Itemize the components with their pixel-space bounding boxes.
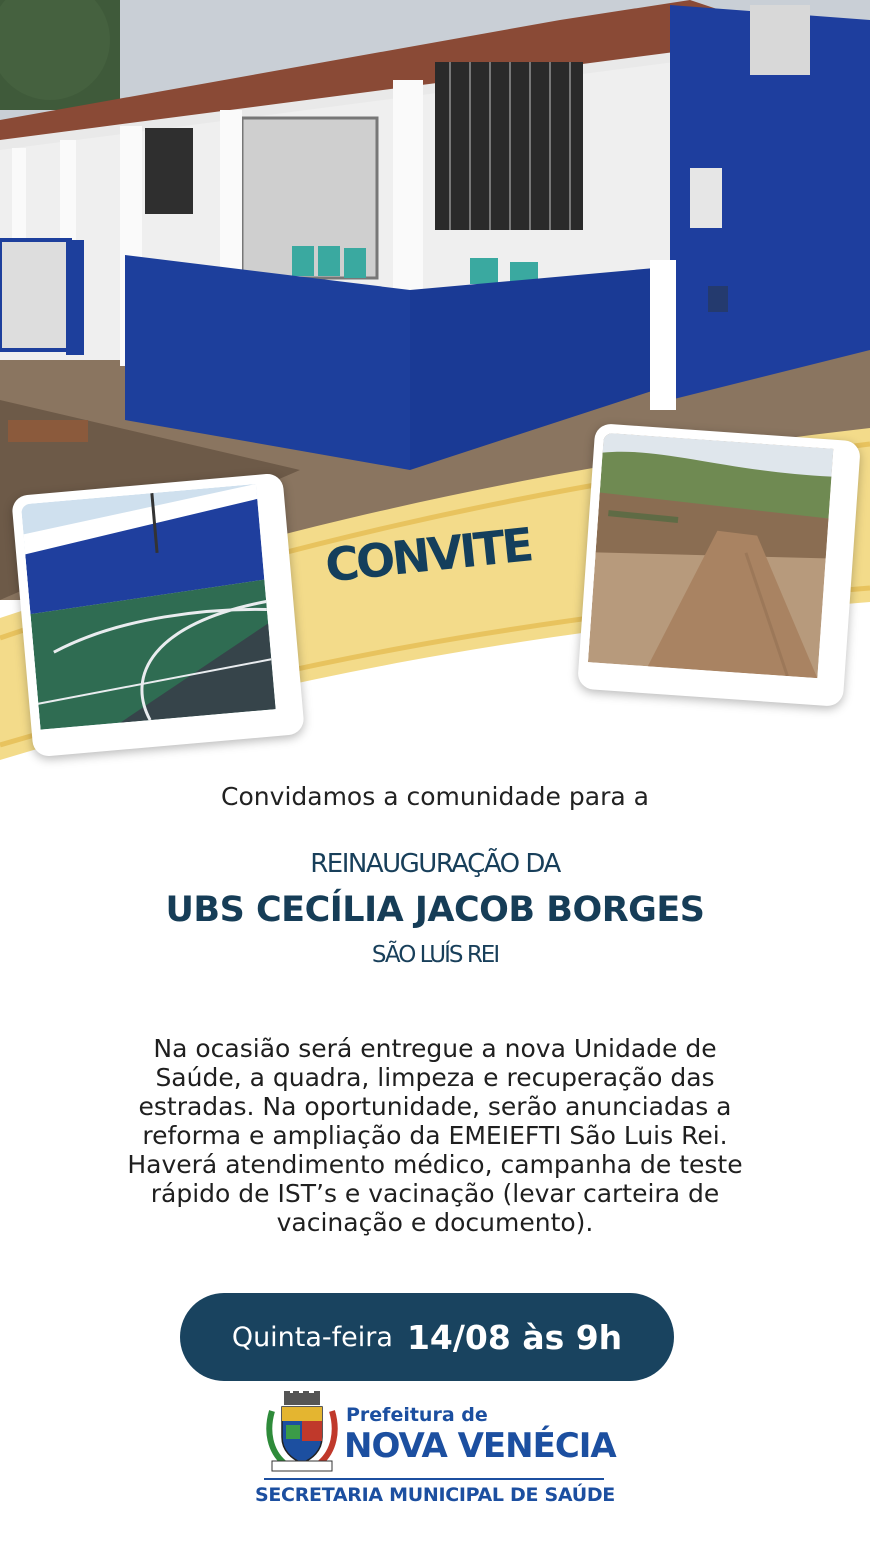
footer-divider: [264, 1478, 604, 1480]
department-name: SECRETARIA MUNICIPAL DE SAÚDE: [254, 1484, 615, 1506]
description-line: reforma e ampliação da EMEIEFTI São Luis Rei.: [142, 1121, 728, 1150]
description-line: Na ocasião será entregue a nova Unidade de: [153, 1034, 717, 1063]
description-line: Haverá atendimento médico, campanha de teste: [127, 1150, 743, 1179]
event-description: [90, 1034, 780, 1237]
weekday-label: Quinta-feira: [231, 1321, 393, 1353]
facility-name: UBS CECÍLIA JACOB BORGES: [165, 890, 705, 930]
date-pill: [180, 1293, 674, 1381]
description-line: Saúde, a quadra, limpeza e recuperação das: [155, 1063, 715, 1092]
description-line: estradas. Na oportunidade, serão anunciadas a: [138, 1092, 732, 1121]
prefeitura-label: Prefeitura de: [346, 1404, 488, 1426]
convite-title: CONVITE: [322, 517, 534, 593]
event-kind: REINAUGURAÇÃO DA: [310, 849, 560, 879]
intro-text: Convidamos a comunidade para a: [221, 782, 649, 811]
city-name: NOVA VENÉCIA: [344, 1426, 616, 1466]
date-time-label: 14/08 às 9h: [406, 1317, 623, 1357]
dirt-road-photo: [577, 423, 861, 707]
sports-court-photo: [11, 473, 305, 758]
description-line: rápido de IST’s e vacinação (levar carteira de: [150, 1179, 720, 1208]
description-line: vacinação e documento).: [276, 1208, 594, 1237]
city-crest-icon: [266, 1391, 338, 1475]
location-name: SÃO LUÍS REI: [371, 942, 499, 968]
